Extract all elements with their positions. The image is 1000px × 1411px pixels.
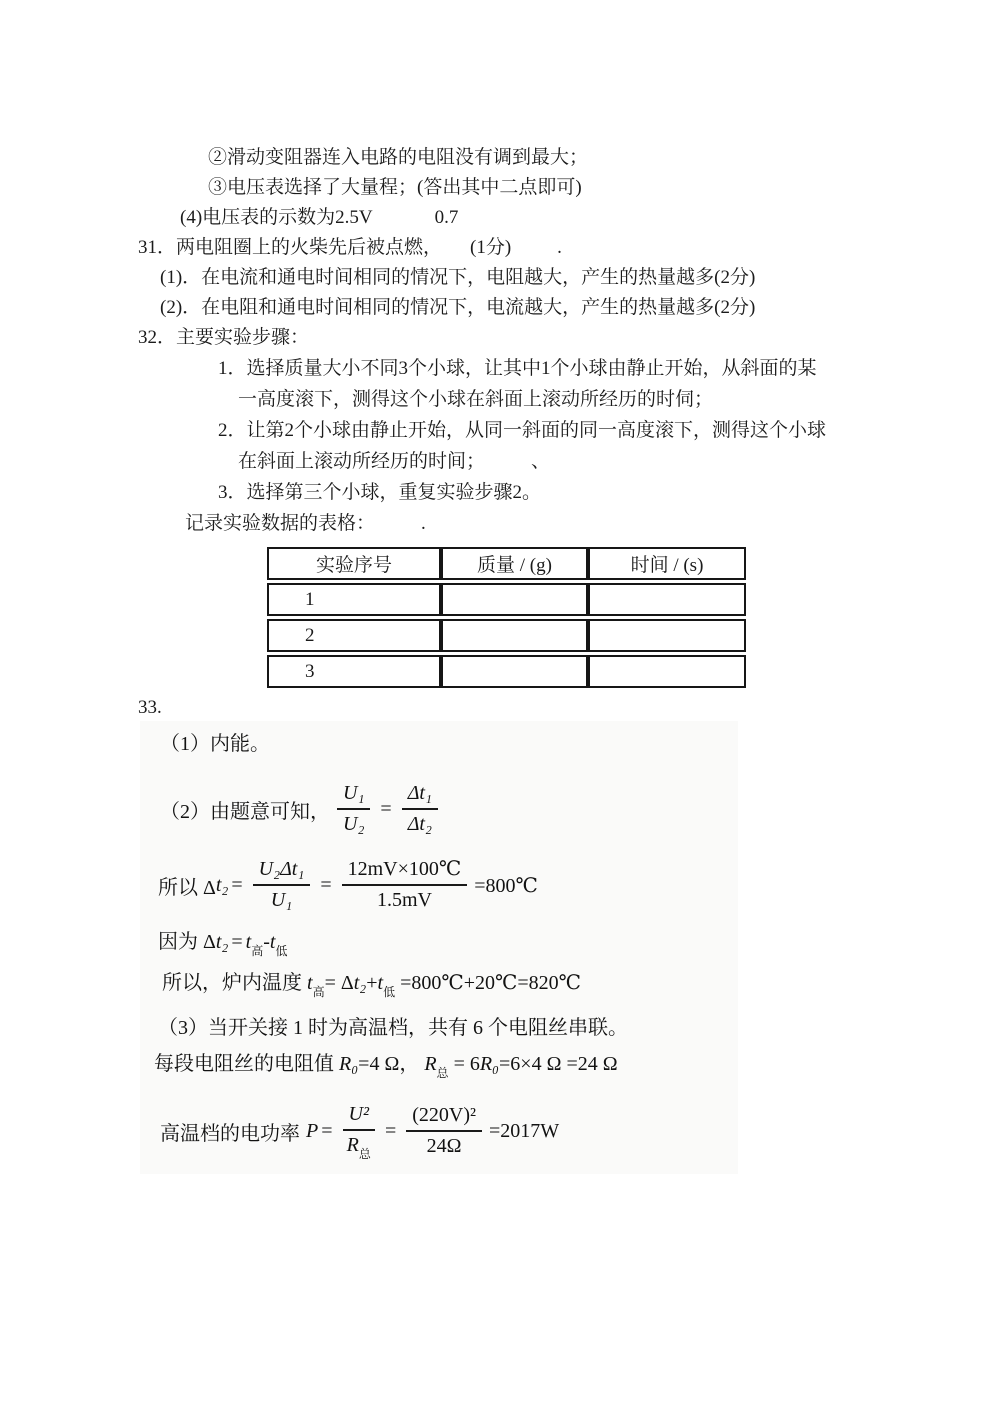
experiment-data-table — [267, 544, 746, 691]
fraction-220v2-over-24ohm — [406, 1103, 482, 1159]
result-24ohm: =6×4 Ω =24 Ω — [499, 1053, 618, 1075]
table-cell-time-1 — [588, 583, 746, 616]
suoyi-label: 所以 Δ — [158, 876, 216, 899]
subscript-high: 高 — [251, 944, 264, 958]
resistance-label: 每段电阻丝的电阻值 — [154, 1053, 334, 1075]
question-31-head — [138, 233, 1000, 263]
equals-6: = 6 — [453, 1053, 480, 1075]
q33-yinwei-line — [158, 927, 728, 964]
t2-variable: t₂ — [353, 972, 367, 994]
t-low-variable: t — [269, 931, 276, 953]
fraction-u1-over-u2 — [337, 781, 370, 837]
table-cell-trial-3: 3 — [267, 655, 441, 688]
q31-item-1: (1)．在电流和通电时间相同的情况下，电阻越大，产生的热量越多(2分) — [160, 267, 756, 288]
table-cell-mass-1 — [441, 583, 588, 616]
voltmeter-reading-text: (4)电压表的示数为2.5V — [180, 207, 373, 228]
plus-sign: + — [366, 972, 378, 994]
q32-table-intro-text: 记录实验数据的表格： — [185, 513, 376, 534]
fraction-denominator — [347, 1131, 371, 1160]
q32-step-1b: 一高度滚下，测得这个小球在斜面上滚动所经历的时伺； — [238, 389, 714, 410]
q32-step-2b-text: 在斜面上滚动所经历的时间； — [238, 451, 486, 472]
value-4ohm: =4 Ω， — [358, 1053, 420, 1075]
equals-sign: = — [231, 931, 243, 953]
result-800c: =800℃ — [474, 874, 538, 897]
fraction-denominator: 24Ω — [426, 1135, 462, 1157]
table-row — [267, 619, 746, 652]
equals-sign: = — [384, 1119, 397, 1142]
result-820c: =800℃+20℃=820℃ — [400, 972, 582, 994]
q31-head-text: 31．两电阻圈上的火柴先后被点燃， — [138, 237, 443, 258]
q31-item-2: (2)．在电阻和通电时间相同的情况下，电流越大，产生的热量越多(2分) — [160, 297, 756, 318]
table-row — [267, 655, 746, 688]
q32-step-3: 3．选择第三个小球，重复实验步骤2。 — [218, 482, 542, 503]
q33-part-3: （3）当开关接 1 时为高温档，共有 6 个电阻丝串联。 — [158, 1017, 628, 1039]
table-header-mass: 质量 / (g) — [441, 547, 588, 580]
equals-sign: = — [231, 873, 243, 896]
p-variable: P — [306, 1119, 319, 1142]
table-row — [267, 583, 746, 616]
fraction-numerator: U₁ — [337, 781, 370, 810]
answer-line-4 — [180, 203, 1000, 233]
subscript-low: 低 — [275, 944, 288, 958]
r0-variable: R₀ — [339, 1053, 359, 1075]
subscript-low: 低 — [383, 985, 396, 999]
fraction-numerator: 12mV×100℃ — [342, 857, 468, 886]
q32-step-1a: 1．选择质量大小不同3个小球，让其中1个小球由静止开始，从斜面的某 — [218, 358, 817, 379]
subscript-total: 总 — [358, 1147, 371, 1161]
q33-part-2-label: （2）由题意可知， — [160, 800, 330, 823]
q33-furnace-temp-line — [162, 968, 728, 1005]
equals-sign: = — [320, 873, 332, 896]
table-header-row — [267, 547, 746, 580]
q33-part-2-formula — [160, 781, 728, 837]
table-cell-mass-2 — [441, 619, 588, 652]
table-header-trial: 实验序号 — [267, 547, 441, 580]
q33-delta-t2-formula — [158, 857, 728, 913]
q33-scanned-answer-block — [140, 721, 738, 1174]
q32-step-2b-tail: 、 — [531, 451, 551, 472]
q32-step-2b — [238, 446, 1000, 477]
fraction-u2-over-rtotal — [343, 1102, 375, 1160]
fraction-denominator: Δt₂ — [407, 813, 432, 835]
t2-variable: t₂ — [215, 873, 229, 896]
table-cell-time-2 — [588, 619, 746, 652]
subscript-high: 高 — [312, 985, 325, 999]
q33-part-1: （1）内能。 — [160, 733, 270, 755]
power-label: 高温档的电功率 — [160, 1122, 300, 1145]
yinwei-label: 因为 Δ — [158, 931, 216, 953]
question-33-number: 33. — [138, 697, 162, 718]
furnace-label: 所以，炉内温度 — [162, 972, 302, 994]
table-cell-trial-1: 1 — [267, 583, 441, 616]
mid-expression: = Δ — [324, 972, 354, 994]
q32-step-2a: 2．让第2个小球由静止开始，从同一斜面的同一高度滚下，测得这个小球 — [218, 420, 827, 441]
t2-variable: t₂ — [215, 931, 229, 953]
q31-score: (1分) — [470, 237, 512, 258]
answer-point-2: ②滑动变阻器连入电路的电阻没有调到最大； — [208, 147, 589, 168]
q32-table-intro — [185, 508, 1000, 539]
fraction-12mv-over-1p5mv — [342, 857, 468, 913]
equals-sign: = — [380, 797, 392, 820]
r-total-variable: R — [346, 1134, 359, 1156]
fraction-denominator: U₂ — [343, 813, 365, 835]
table-cell-time-3 — [588, 655, 746, 688]
fraction-denominator: U₁ — [270, 889, 293, 911]
r0-variable: R₀ — [479, 1053, 500, 1075]
table-cell-trial-2: 2 — [267, 619, 441, 652]
extra-value: 0.7 — [434, 207, 459, 228]
fraction-numerator: Δt₁ — [402, 781, 438, 810]
minus-sign: - — [263, 931, 270, 953]
t-high-variable: t — [307, 972, 313, 994]
t-low-variable: t — [377, 972, 384, 994]
fraction-u2dt1-over-u1 — [253, 857, 311, 913]
q32-table-intro-tail: . — [421, 513, 426, 534]
q33-resistance-line — [154, 1049, 728, 1086]
table-header-time: 时间 / (s) — [588, 547, 746, 580]
q31-period: . — [557, 237, 562, 258]
result-2017w: =2017W — [489, 1119, 560, 1142]
question-32-head: 32．主要实验步骤： — [138, 327, 310, 348]
fraction-dt1-over-dt2 — [402, 781, 438, 837]
q33-power-formula — [160, 1102, 728, 1160]
fraction-numerator: U₂Δt₁ — [253, 857, 311, 886]
fraction-numerator: U² — [343, 1102, 375, 1131]
fraction-numerator: (220V)² — [406, 1103, 482, 1132]
fraction-denominator: 1.5mV — [376, 889, 432, 911]
table-cell-mass-3 — [441, 655, 588, 688]
answer-point-3: ③电压表选择了大量程；(答出其中二点即可) — [208, 177, 582, 198]
subscript-total: 总 — [436, 1066, 449, 1080]
r-total-variable: R — [424, 1053, 437, 1075]
equals-sign: = — [321, 1119, 333, 1142]
t-high-variable: t — [245, 931, 252, 953]
q32-steps — [0, 353, 1000, 539]
